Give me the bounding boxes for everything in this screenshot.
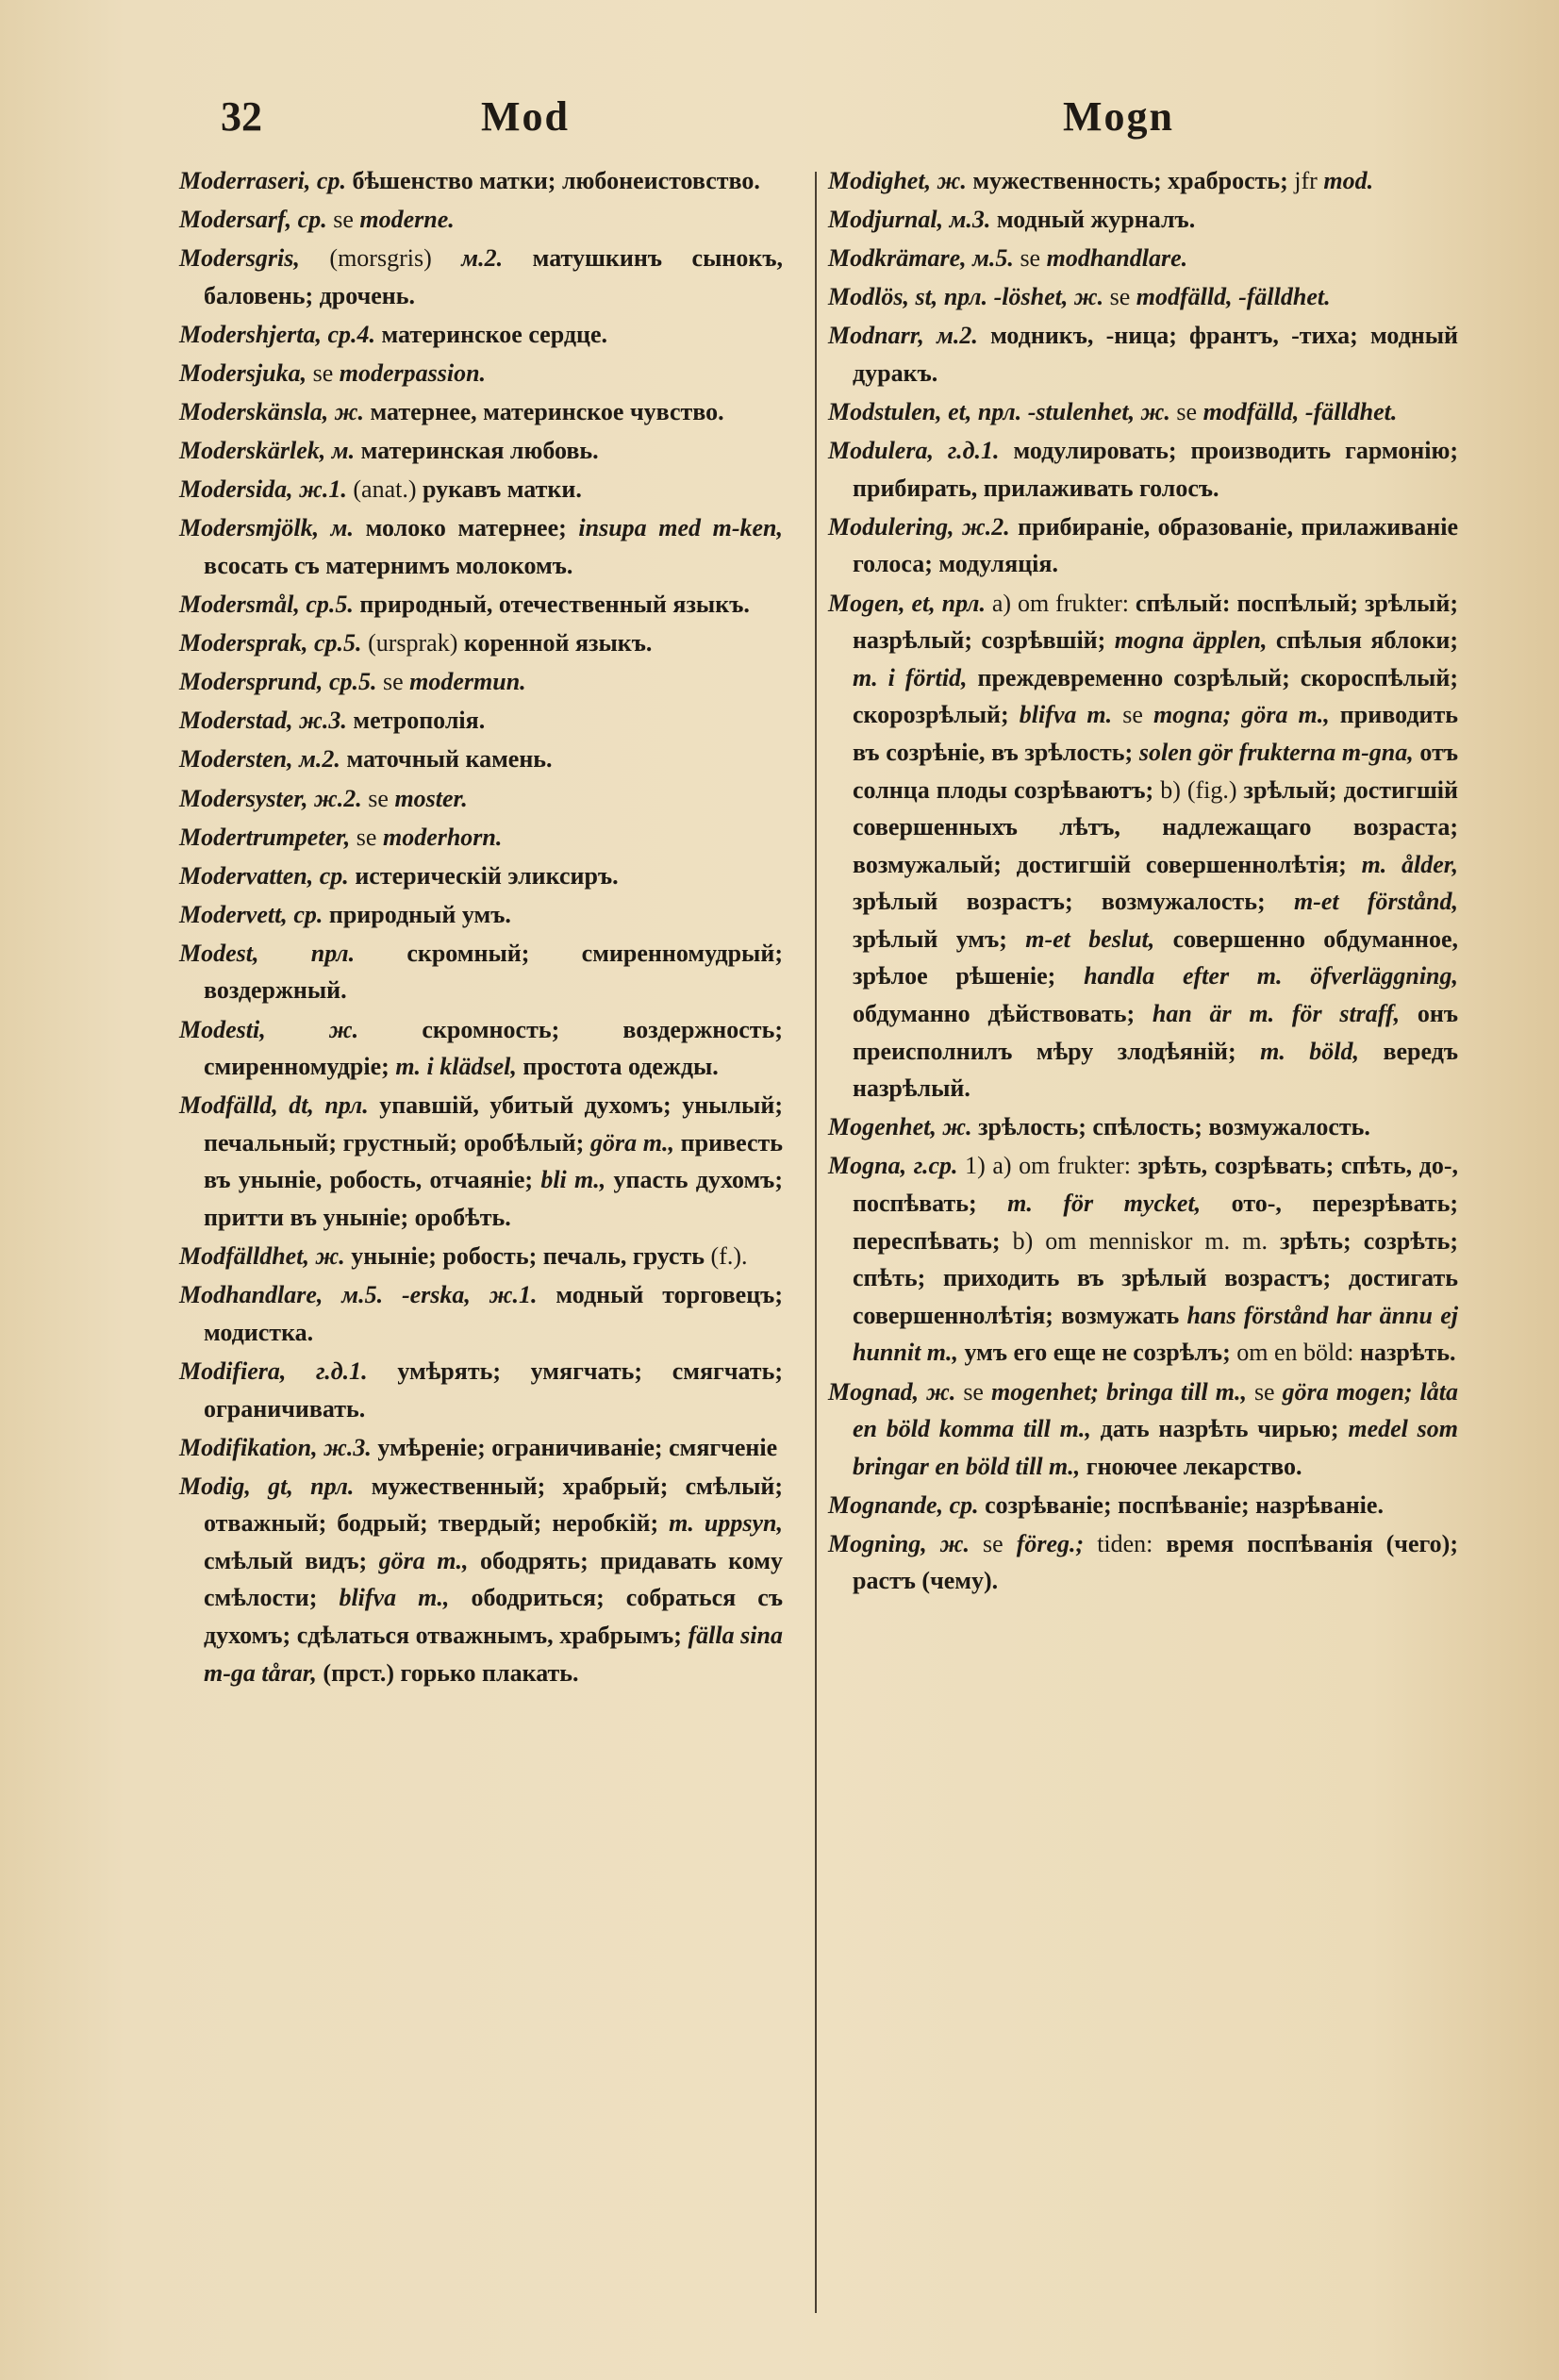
entry-text: modfälld, -fälldhet. [1136, 283, 1331, 311]
dictionary-entry [828, 278, 1458, 316]
entry-text: рукавъ матки. [423, 475, 582, 504]
entry-text: b) (fig.) [1160, 775, 1244, 804]
headword: Modulering, [828, 512, 963, 541]
entry-text: зрѣлый; достигшій совершенныхъ лѣтъ, надлежащаго возраста; возмужалый; достигшій совершеннолѣтія; [853, 775, 1458, 878]
entry-text: вередъ назрѣлый. [853, 1037, 1459, 1103]
dictionary-entry [179, 1276, 783, 1351]
entry-text: moster. [394, 784, 468, 812]
dictionary-entry [179, 1429, 783, 1467]
headword: Modersten, [179, 745, 300, 774]
headword: Modertrumpeter, [179, 823, 357, 851]
entry-text: отъ солнца плоды созрѣваютъ; [853, 738, 1458, 804]
headword: Modersgris, [179, 244, 330, 273]
entry-text: ж. [926, 1377, 964, 1406]
entry-text: (ursprak) [368, 629, 464, 657]
entry-text: скромность; воздержность; смиренномудріе; [204, 1015, 783, 1081]
headword: Modkrämare, [828, 244, 973, 273]
headword: Modersjuka, [179, 358, 313, 387]
headword: Modesti, [179, 1015, 329, 1043]
entry-text: прл. [310, 1472, 372, 1500]
entry-text: матернее, материнское чувство. [370, 398, 724, 426]
entry-text: дать назрѣть чирью; [1100, 1415, 1349, 1443]
headword: Moderstad, [179, 707, 300, 735]
dictionary-entry [179, 393, 783, 431]
entry-text: зрѣлый возрастъ; возмужалость; [853, 888, 1294, 916]
entry-text: смѣлый видъ; [204, 1546, 379, 1574]
headword: Moderskänsla, [179, 398, 335, 426]
entry-text: гноючее лекарство. [1086, 1452, 1302, 1480]
dictionary-entry [179, 1353, 783, 1427]
entry-text: молоко матернее; [365, 514, 579, 542]
dictionary-entry [828, 317, 1458, 391]
dictionary-entry [179, 162, 783, 200]
entry-text: mod. [1323, 167, 1374, 194]
left-guide-word: Mod [481, 93, 570, 140]
headword: Mogning, [828, 1529, 940, 1557]
entry-text: jfr [1294, 167, 1324, 194]
entry-text: прл. [310, 939, 407, 967]
entry-text: маточный камень. [346, 745, 553, 774]
headword: Modfälldhet, [179, 1242, 316, 1271]
entry-text: han är m. för straff, [1152, 1000, 1418, 1028]
entry-text: ср. [949, 1490, 986, 1519]
right-column [828, 162, 1458, 1602]
dictionary-entry [179, 509, 783, 584]
entry-text: ж. [328, 1015, 423, 1043]
entry-text: ж.3. [323, 1433, 378, 1461]
dictionary-entry [828, 1487, 1458, 1524]
entry-text: привесть въ уныніе, робость, отчаяніе; [204, 1128, 784, 1194]
entry-text: а) om frukter: [991, 589, 1136, 617]
entry-text: спѣлыя яблоки; [1275, 626, 1458, 655]
entry-text: уныніе; робость; печаль, грусть [351, 1242, 711, 1271]
dictionary-entry [179, 935, 783, 1009]
entry-text: созрѣваніе; поспѣваніе; назрѣваніе. [985, 1490, 1384, 1519]
headword: Modervatten, [179, 861, 320, 890]
entry-text: hans förstånd har ännu ej hunnit m., [853, 1301, 1458, 1367]
dictionary-entry [179, 780, 783, 818]
entry-text: зрѣть; созрѣть; спѣть; приходить въ зрѣлый возрастъ; достигать совершеннолѣтія; возмужать [853, 1226, 1459, 1329]
entry-text: se [333, 206, 360, 234]
entry-text: коренной языкъ. [463, 629, 653, 657]
entry-text: м.2. [461, 244, 533, 273]
entry-text: прл. -löshet, ж. [943, 283, 1110, 311]
entry-text: se [368, 784, 395, 812]
entry-text: г.ср. [913, 1152, 966, 1180]
dictionary-entry [828, 585, 1458, 1107]
dictionary-entry [179, 432, 783, 470]
page-number: 32 [221, 93, 262, 140]
entry-text: m-et beslut, [1025, 924, 1173, 953]
entry-text: модникъ, -ница; франтъ, -тиха; модный дуракъ. [853, 322, 1459, 387]
entry-text: ж. [937, 167, 973, 194]
entry-text: ср. [297, 206, 334, 234]
entry-text: мужественность; храбрость; [972, 167, 1295, 194]
entry-text: ср.4. [327, 320, 382, 348]
right-guide-word: Mogn [1063, 93, 1174, 140]
headword: Mogna, [828, 1152, 914, 1180]
entry-text: se [382, 668, 410, 696]
entry-text: время поспѣванія (чего); растъ (чему). [853, 1529, 1458, 1595]
entry-text: прл. [324, 1091, 380, 1120]
headword: Modersyster, [179, 784, 314, 812]
headword: Moderraseri, [179, 167, 317, 194]
entry-text: göra m., [589, 1128, 681, 1157]
headword: Modifiera, [179, 1356, 317, 1385]
entry-text: m. uppsyn, [669, 1509, 783, 1538]
entry-text: bli m., [540, 1166, 614, 1194]
dictionary-entry [179, 624, 783, 662]
entry-text: b) om menniskor m. m. [1012, 1226, 1281, 1255]
dictionary-entry [828, 432, 1458, 507]
entry-text: ж. [315, 1242, 352, 1271]
entry-text: se [1109, 283, 1136, 311]
entry-text: ж. [939, 1529, 984, 1557]
entry-text: m. i klädsel, [395, 1053, 523, 1081]
entry-text: ср.5. [328, 668, 383, 696]
entry-text: m. för mycket, [1007, 1190, 1232, 1218]
entry-text: онъ преисполнилъ мѣру злодѣяній; [853, 1000, 1458, 1065]
dictionary-entry [828, 1373, 1458, 1486]
entry-text: föreg.; [1016, 1529, 1098, 1557]
entry-text: modfälld, -fälldhet. [1202, 398, 1398, 426]
entry-text: se [983, 1529, 1017, 1557]
dictionary-entry [179, 471, 783, 508]
entry-text: blifva m. [1019, 701, 1123, 729]
entry-text: mogenhet; bringa till m., [990, 1377, 1254, 1406]
dictionary-entry [179, 355, 783, 392]
entry-text: se [1020, 244, 1047, 273]
dictionary-entry [828, 1525, 1458, 1600]
entry-text: г.д.1. [947, 437, 1014, 465]
headword: Modershjerta, [179, 320, 328, 348]
entry-text: метрополія. [353, 707, 486, 735]
entry-text: handla efter m. öfverläggning, [1084, 962, 1459, 990]
entry-text: ободриться; собраться съ духомъ; сдѣлаться отважнымъ, храбрымъ; [204, 1584, 783, 1650]
dictionary-entry [179, 1011, 783, 1086]
entry-text: прибираніе, образованіе, прилаживаніе голоса; модуляція. [853, 512, 1458, 578]
entry-text: (прст.) горько плакать. [323, 1658, 579, 1687]
entry-text: м.3. [949, 206, 997, 234]
headword: Modersprund, [179, 668, 329, 696]
entry-text: природный, отечественный языкъ. [359, 591, 750, 619]
entry-text: se [1176, 398, 1203, 426]
entry-text: ср.5. [314, 629, 369, 657]
headword: Modnarr, [828, 322, 937, 350]
entry-text: м. [331, 437, 361, 465]
headword: Modighet, [828, 167, 937, 194]
entry-text: m. böld, [1260, 1037, 1384, 1065]
entry-text: göra mogen; låta en böld komma till m., [853, 1377, 1459, 1443]
headword: Modersmål, [179, 591, 307, 619]
entry-text: матушкинъ сынокъ, баловень; дрочень. [204, 244, 784, 309]
entry-text: зрѣлость; спѣлость; возмужалость. [978, 1113, 1370, 1141]
entry-text: умъ его еще не созрѣлъ; [964, 1339, 1237, 1367]
entry-text: ж.3. [299, 707, 354, 735]
entry-text: прл. [941, 589, 992, 617]
dictionary-entry [179, 702, 783, 740]
headword: Modersida, [179, 475, 300, 504]
entry-text: г.д.1. [316, 1356, 398, 1385]
entry-text: м.5. -erska, ж.1. [341, 1281, 556, 1309]
entry-text: упавшій, убитый духомъ; унылый; печальный; грустный; оробѣлый; [204, 1091, 783, 1157]
entry-text: модулировать; производить гармонію; прибирать, прилаживать голосъ. [853, 437, 1458, 502]
headword: Mogenhet, [828, 1113, 943, 1141]
entry-text: ж. [334, 398, 371, 426]
entry-text: истерическій эликсиръ. [355, 861, 619, 890]
headword: Modest, [179, 939, 311, 967]
entry-text: м.2. [937, 322, 991, 350]
entry-text: se [1122, 701, 1153, 729]
headword: Modervett, [179, 900, 294, 928]
entry-text: modhandlare. [1046, 244, 1188, 273]
entry-text: всосать съ матернимъ молокомъ. [204, 551, 573, 579]
headword: Modstulen, et, [828, 398, 978, 426]
entry-text: moderpassion. [339, 358, 487, 387]
entry-text: moderhorn. [382, 823, 503, 851]
entry-text: прл. -stulenhet, ж. [977, 398, 1177, 426]
entry-text: зрѣть, созрѣвать; спѣть, до-, поспѣвать; [853, 1152, 1458, 1218]
dictionary-entry [828, 1147, 1458, 1372]
entry-text: ср.5. [306, 591, 360, 619]
column-divider [815, 172, 817, 2313]
entry-text: модный журналъ. [996, 206, 1196, 234]
entry-text: fälla sina m-ga tårar, [204, 1622, 783, 1687]
entry-text: modermun. [409, 668, 526, 696]
headword: Modersarf, [179, 206, 298, 234]
entry-text: tiden: [1097, 1529, 1167, 1557]
entry-text: модный торговецъ; модистка. [204, 1281, 784, 1346]
dictionary-entry [179, 201, 783, 239]
entry-text: спѣлый: поспѣлый; зрѣлый; назрѣлый; созрѣвшій; [853, 589, 1458, 655]
entry-text: m-et förstånd, [1293, 888, 1458, 916]
entry-text: mogna äpplen, [1114, 626, 1276, 655]
dictionary-entry [179, 1087, 783, 1236]
headword: Modersmjölk, [179, 514, 331, 542]
dictionary-entry [828, 393, 1458, 431]
dictionary-entry [179, 1238, 783, 1275]
left-column [179, 162, 783, 1693]
entry-text: se [312, 358, 340, 387]
entry-text: приводить въ созрѣніе, въ зрѣлость; [853, 701, 1458, 766]
entry-text: умѣрять; умягчать; смягчать; ограничивать. [204, 1356, 783, 1423]
entry-text: m. i förtid, [853, 663, 978, 691]
entry-text: материнское сердце. [381, 320, 608, 348]
entry-text: 1) а) om frukter: [965, 1152, 1138, 1180]
headword: Modlös, st, [828, 283, 944, 311]
headword: Modig, gt, [179, 1472, 311, 1500]
headword: Mognad, [828, 1377, 927, 1406]
dictionary-entry [179, 857, 783, 895]
dictionary-entry [828, 508, 1458, 583]
entry-text: м. [330, 514, 366, 542]
page-header [179, 92, 1191, 149]
dictionary-entry [828, 240, 1458, 277]
entry-text: мужественный; храбрый; смѣлый; отважный; бодрый; твердый; неробкій; [204, 1472, 784, 1538]
entry-text: moderne. [359, 206, 455, 234]
headword: Modersprak, [179, 629, 315, 657]
entry-text: м.5. [972, 244, 1020, 273]
entry-text: обдуманно дѣйствовать; [853, 1000, 1153, 1028]
dictionary-entry [179, 663, 783, 701]
entry-text: простота одежды. [522, 1053, 719, 1081]
entry-text: природный умъ. [328, 900, 511, 928]
entry-text: (f.). [710, 1242, 748, 1271]
entry-text: ж.1. [299, 475, 354, 504]
entry-text: medel som bringar en böld till m., [853, 1415, 1458, 1480]
entry-text: ср. [316, 167, 353, 194]
entry-text: назрѣть. [1359, 1339, 1456, 1367]
entry-text: м.2. [299, 745, 347, 774]
dictionary-entry [828, 162, 1458, 200]
entry-text: зрѣлый умъ; [853, 924, 1026, 953]
entry-text: материнская любовь. [360, 437, 599, 465]
headword: Modhandlare, [179, 1281, 342, 1309]
entry-text: göra m., [378, 1546, 480, 1574]
entry-text: преждевременно созрѣлый; скороспѣлый; скорозрѣлый; [853, 663, 1458, 729]
headword: Modulera, [828, 437, 948, 465]
entry-text: ж.2. [314, 784, 369, 812]
entry-text: ободрять; придавать кому смѣлости; [204, 1546, 783, 1612]
entry-text: упасть духомъ; притти въ уныніе; оробѣть. [204, 1166, 784, 1232]
entry-text: se [356, 823, 383, 851]
entry-text: blifva m., [339, 1584, 472, 1612]
dictionary-entry [179, 896, 783, 934]
dictionary-entry [179, 1468, 783, 1692]
entry-text: om en böld: [1236, 1339, 1360, 1367]
entry-text: умѣреніе; ограничиваніе; смягченіе [377, 1433, 778, 1461]
entry-text: ср. [319, 861, 356, 890]
entry-text: бѣшенство матки; любонеистовство. [352, 167, 760, 194]
entry-text: совершенно обдуманное, зрѣлое рѣшеніе; [853, 924, 1458, 990]
entry-text: (morsgris) [329, 244, 462, 273]
entry-text: se [1253, 1377, 1283, 1406]
headword: Mognande, [828, 1490, 950, 1519]
dictionary-entry [179, 586, 783, 624]
entry-text: ср. [293, 900, 329, 928]
entry-text: m. ålder, [1361, 850, 1458, 878]
headword: Modifikation, [179, 1433, 324, 1461]
entry-text: insupa med m-ken, [578, 514, 783, 542]
dictionary-entry [179, 316, 783, 354]
entry-text: se [963, 1377, 991, 1406]
entry-text: solen gör frukterna m-gna, [1138, 738, 1420, 766]
dictionary-entry [179, 741, 783, 778]
dictionary-entry [179, 240, 783, 314]
entry-text: (anat.) [353, 475, 423, 504]
dictionary-entry [828, 1108, 1458, 1146]
entry-text: скромный; смиренномудрый; воздержный. [204, 939, 783, 1005]
headword: Modfälld, dt, [179, 1091, 325, 1120]
headword: Modjurnal, [828, 206, 950, 234]
headword: Moderskärlek, [179, 437, 332, 465]
headword: Mogen, et, [828, 589, 942, 617]
entry-text: ото-, перезрѣвать; переспѣвать; [853, 1190, 1458, 1255]
dictionary-entry [179, 819, 783, 857]
entry-text: ж.2. [962, 512, 1019, 541]
dictionary-entry [828, 201, 1458, 239]
entry-text: mogna; göra m., [1153, 701, 1340, 729]
entry-text: ж. [942, 1113, 979, 1141]
